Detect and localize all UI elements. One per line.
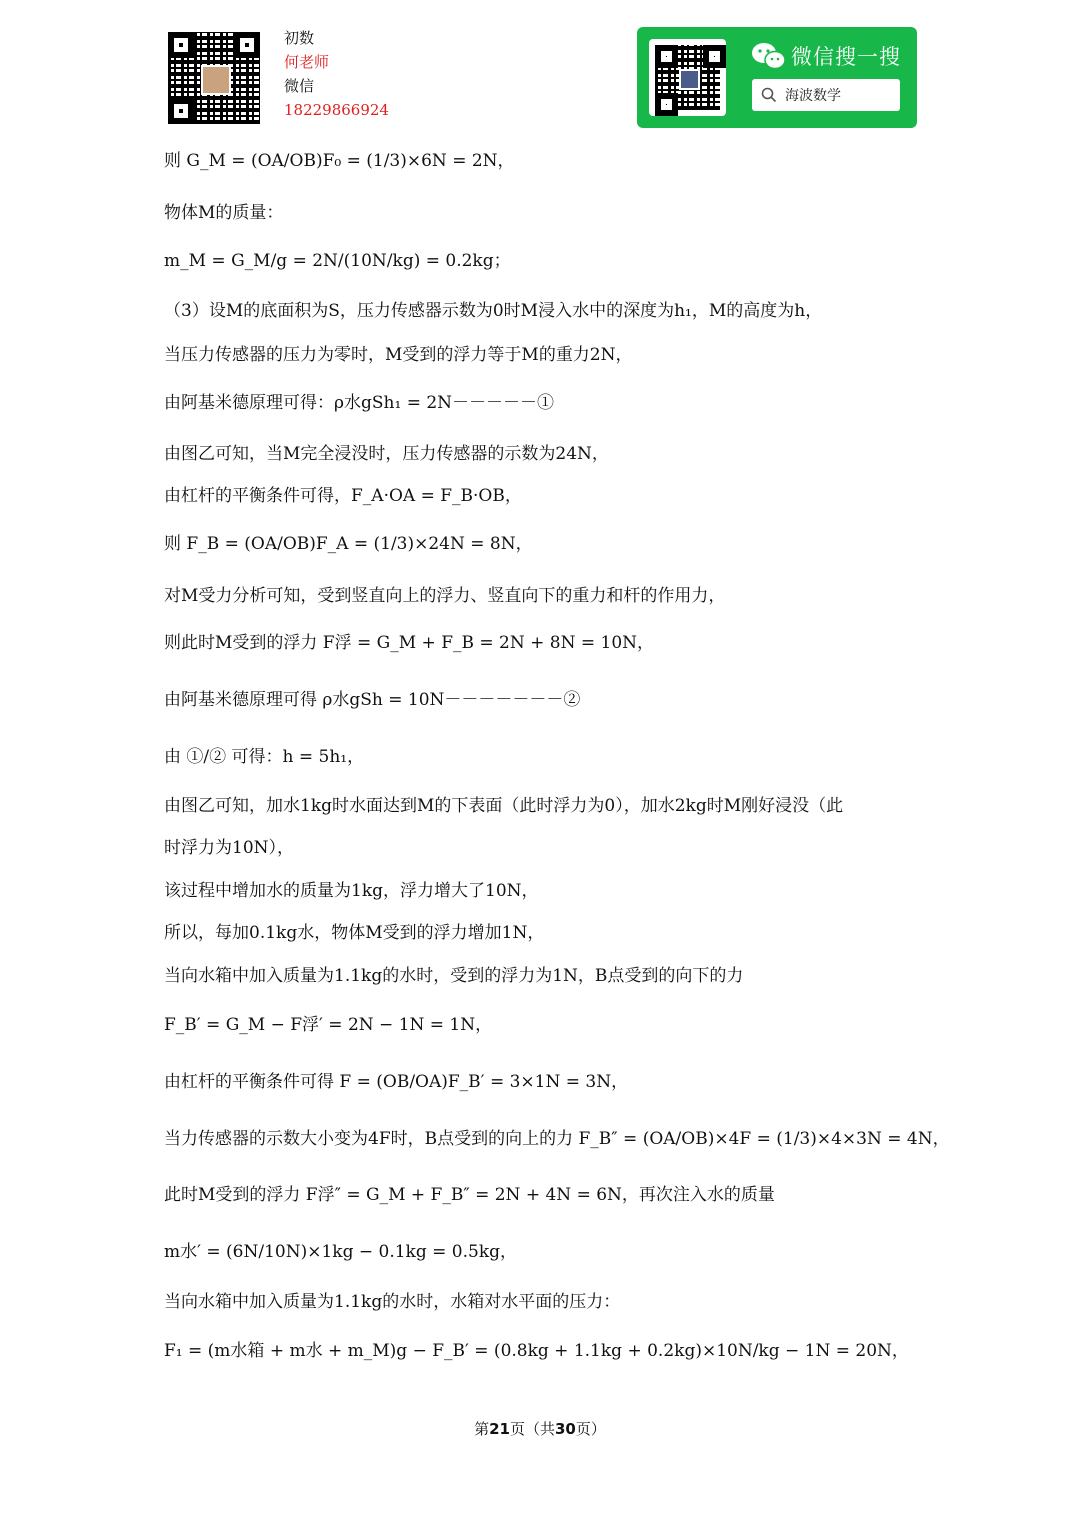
wechat-search-card[interactable] [637, 27, 917, 128]
solution-line: 则 G_M = (OA/OB)F₀ = (1/3)×6N = 2N， [164, 151, 515, 171]
solution-line: 由杠杆的平衡条件可得，F_A·OA = F_B·OB， [164, 486, 522, 506]
solution-line: 物体M的质量： [164, 203, 284, 223]
solution-line: F_B′ = G_M − F浮′ = 2N − 1N = 1N， [164, 1015, 493, 1035]
solution-line: 由 ①/② 可得：h = 5h₁， [164, 747, 365, 767]
solution-line: 该过程中增加水的质量为1kg，浮力增大了10N， [164, 881, 539, 901]
solution-line: 时浮力为10N）， [164, 838, 295, 858]
solution-line: 由阿基米德原理可得 ρ水gSh = 10N－－－－－－－② [164, 690, 581, 710]
header-line-subject: 初数 [284, 29, 315, 47]
solution-line: 则 F_B = (OA/OB)F_A = (1/3)×24N = 8N， [164, 534, 533, 554]
footer-suffix: 页） [575, 1420, 606, 1438]
solution-line: 所以，每加0.1kg水，物体M受到的浮力增加1N， [164, 923, 545, 943]
wechat-card-title: 微信搜一搜 [791, 45, 901, 69]
footer-prefix: 第 [474, 1420, 490, 1438]
page-footer [0, 1418, 1080, 1439]
solution-line: 由图乙可知，当M完全浸没时，压力传感器的示数为24N， [164, 444, 609, 464]
wechat-qr-code [649, 39, 726, 116]
solution-line: 此时M受到的浮力 F浮″ = G_M + F_B″ = 2N + 4N = 6N，再次注入水的质量 [164, 1185, 775, 1205]
header-qr-code [168, 32, 260, 124]
solution-line: （3）设M的底面积为S，压力传感器示数为0时M浸入水中的深度为h₁，M的高度为h， [164, 301, 823, 321]
solution-line: 当力传感器的示数大小变为4F时，B点受到的向上的力 F_B″ = (OA/OB)×4F = (1/3)×4×3N = 4N， [164, 1129, 950, 1149]
solution-line: F₁ = (m水箱 + m水 + m_M)g − F_B′ = (0.8kg + 1.1kg + 0.2kg)×10N/kg − 1N = 20N， [164, 1341, 909, 1361]
avatar [201, 65, 231, 95]
solution-line: m_M = G_M/g = 2N/(10N/kg) = 0.2kg； [164, 251, 511, 271]
footer-total-pages: 30 [555, 1420, 576, 1438]
header-line-wechat: 微信 [284, 77, 315, 95]
solution-line: 则此时M受到的浮力 F浮 = G_M + F_B = 2N + 8N = 10N， [164, 633, 655, 653]
search-icon [761, 87, 777, 103]
header-line-teacher: 何老师 [284, 53, 330, 71]
wechat-search-text: 海波数学 [785, 88, 841, 104]
solution-line: m水′ = (6N/10N)×1kg − 0.1kg = 0.5kg， [164, 1242, 518, 1262]
solution-line: 由杠杆的平衡条件可得 F = (OB/OA)F_B′ = 3×1N = 3N， [164, 1072, 629, 1092]
wechat-search-box[interactable] [752, 79, 900, 111]
footer-mid: 页（共 [509, 1420, 555, 1438]
header-line-phone: 18229866924 [284, 101, 389, 119]
wechat-logo-icon [751, 41, 787, 71]
solution-line: 由图乙可知，加水1kg时水面达到M的下表面（此时浮力为0），加水2kg时M刚好浸没（此 [164, 796, 844, 816]
solution-line: 当压力传感器的压力为零时，M受到的浮力等于M的重力2N， [164, 345, 633, 365]
solution-line: 由阿基米德原理可得：ρ水gSh₁ = 2N－－－－－① [164, 393, 555, 413]
solution-line: 对M受力分析可知，受到竖直向上的浮力、竖直向下的重力和杆的作用力， [164, 586, 726, 606]
footer-page-number: 21 [489, 1420, 510, 1438]
solution-line: 当向水箱中加入质量为1.1kg的水时，受到的浮力为1N，B点受到的向下的力 [164, 966, 744, 986]
solution-line: 当向水箱中加入质量为1.1kg的水时，水箱对水平面的压力： [164, 1292, 621, 1312]
